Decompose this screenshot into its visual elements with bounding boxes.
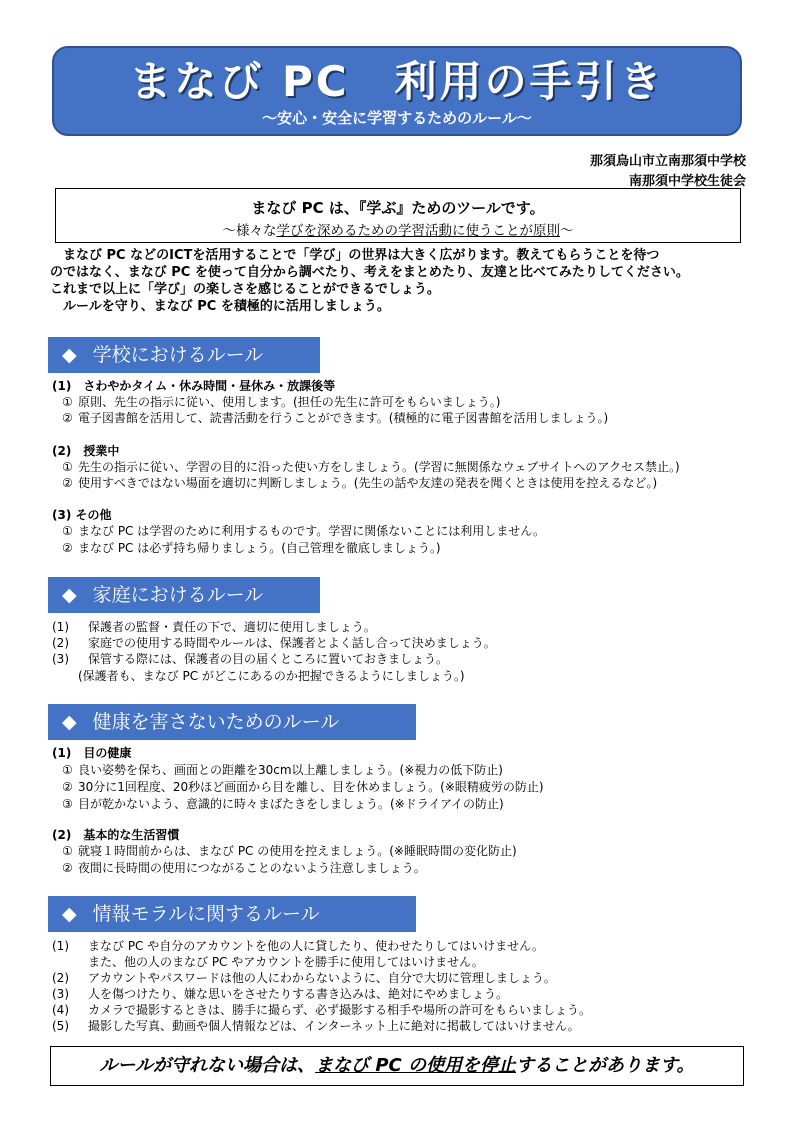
health-rules-header <box>48 704 416 740</box>
moral-rules-header <box>48 896 416 932</box>
warning-prefix: ルールが守れない場合は、 <box>99 1055 316 1076</box>
list-item <box>62 859 426 876</box>
warning-suffix: することがあります。 <box>516 1055 695 1076</box>
item-mark: ③ <box>62 797 73 811</box>
item-number: (1) <box>52 620 69 634</box>
list-item <box>62 761 503 778</box>
item-text: 良い姿勢を保ち、画面との距離を30cm以上離しましょう。(※視力の低下防止) <box>78 763 503 777</box>
item-text: 夜間に長時間の使用につながることのないよう注意しましょう。 <box>78 861 426 875</box>
item-number: (2) <box>52 636 69 650</box>
motto-underlined: 学びを深めるための学習活動に使うことが原則 <box>276 223 560 239</box>
item-text: また、他の人のまなび PC やアカウントを勝手に使用してはいけません。 <box>88 955 484 969</box>
school-sub2-heading: (2) 授業中 <box>52 444 120 458</box>
school-sub1-heading: (1) さわやかタイム・休み時間・昼休み・放課後等 <box>52 379 336 393</box>
home-rules-header <box>48 577 320 613</box>
item-text: 電子図書館を活用して、読書活動を行うことができます。(積極的に電子図書館を活用しましょう。) <box>78 411 609 425</box>
diamond-icon: ◆ <box>62 344 77 366</box>
item-text: 原則、先生の指示に従い、使用します。(担任の先生に許可をもらいましょう。) <box>78 395 501 409</box>
list-item <box>62 795 504 812</box>
item-text: 30分に1回程度、20秒ほど画面から目を離し、目を休めましょう。(※眼精疲労の防止) <box>78 780 544 794</box>
item-number: (3) <box>52 652 69 666</box>
item-text: カメラで撮影するときは、勝手に撮らず、必ず撮影する相手や場所の許可をもらいましょう。 <box>88 1003 592 1017</box>
item-mark: ① <box>62 763 73 777</box>
home-note: (保護者も、まなび PC がどこにあるのか把握できるようにしましょう。) <box>78 669 465 683</box>
item-mark: ① <box>62 460 73 474</box>
item-mark: ① <box>62 395 73 409</box>
item-text: 使用すべきではない場面を適切に判断しましょう。(先生の話や友達の発表を聞くときは使用を控えるなど。) <box>78 476 658 490</box>
item-text: 人を傷つけたり、嫌な思いをさせたりする書き込みは、絶対にやめましょう。 <box>88 987 509 1001</box>
motto-suffix: ～ <box>560 223 574 239</box>
list-item <box>52 985 508 1002</box>
home-rules-title: 家庭におけるルール <box>92 584 264 606</box>
list-item <box>52 969 556 986</box>
list-item <box>62 474 657 491</box>
item-text: 目が乾かないよう、意識的に時々まばたきをしましょう。(※ドライアイの防止) <box>78 797 504 811</box>
motto-box <box>55 188 741 243</box>
school-rules-title: 学校におけるルール <box>92 344 264 366</box>
item-text: まなび PC や自分のアカウントを他の人に貸したり、使わせたりしてはいけません。 <box>88 939 544 953</box>
health-rules-title: 健康を害さないためのルール <box>92 711 340 733</box>
list-item <box>62 458 680 475</box>
school-rules-header <box>48 337 320 373</box>
item-mark: ② <box>62 861 73 875</box>
list-item <box>52 650 448 667</box>
item-text: アカウントやパスワードは他の人にわからないように、自分で大切に管理しましょう。 <box>88 971 556 985</box>
item-number: (5) <box>52 1019 69 1033</box>
item-mark: ① <box>62 524 73 538</box>
intro-line: これまで以上に「学び」の楽しさを感じることができるでしょう。 <box>50 282 440 297</box>
page-title: まなび PC 利用の手引き <box>129 57 665 106</box>
item-text: 家庭での使用する時間やルールは、保護者とよく話し合って決めましょう。 <box>88 636 496 650</box>
list-item <box>52 634 496 651</box>
list-item <box>52 1017 580 1034</box>
warning-underlined: まなび PC の使用を停止 <box>315 1055 516 1076</box>
item-text: 保管する際には、保護者の目の届くところに置いておきましょう。 <box>88 652 449 666</box>
intro-line: ルールを守り、まなび PC を積極的に活用しましょう。 <box>50 299 390 314</box>
item-text: まなび PC は必ず持ち帰りましょう。(自己管理を徹底しましょう。) <box>78 541 441 555</box>
diamond-icon: ◆ <box>62 584 77 606</box>
item-text: まなび PC は学習のために利用するものです。学習に関係ないことには利用しません。 <box>78 524 546 538</box>
health-sub1-heading: (1) 目の健康 <box>52 746 132 760</box>
moral-rules-title: 情報モラルに関するルール <box>92 903 320 925</box>
title-banner <box>52 46 742 136</box>
item-number: (2) <box>52 971 69 985</box>
list-item <box>62 409 608 426</box>
student-council: 南那須中学校生徒会 <box>628 174 746 189</box>
list-item <box>62 842 517 859</box>
item-mark: ② <box>62 476 73 490</box>
intro-line: のではなく、まなび PC を使って自分から調べたり、考えをまとめたり、友達と比べてみたりしてください。 <box>50 265 689 280</box>
list-item <box>52 618 376 635</box>
item-text: 就寝１時間前からは、まなび PC の使用を控えましょう。(※睡眠時間の変化防止) <box>78 844 517 858</box>
list-item <box>62 522 545 539</box>
school-sub3-heading: (3) その他 <box>52 508 112 522</box>
intro-line: まなび PC などのICTを活用することで「学び」の世界は大きく広がります。教えてもらうことを待つ <box>50 248 660 263</box>
list-item <box>52 937 544 954</box>
list-item <box>52 953 484 970</box>
item-number: (4) <box>52 1003 69 1017</box>
item-text: 撮影した写真、動画や個人情報などは、インターネット上に絶対に掲載してはいけません。 <box>88 1019 580 1033</box>
diamond-icon: ◆ <box>62 711 77 733</box>
health-sub2-heading: (2) 基本的な生活習慣 <box>52 828 180 842</box>
item-mark: ② <box>62 780 73 794</box>
list-item <box>62 393 500 410</box>
item-mark: ② <box>62 541 73 555</box>
list-item <box>62 539 441 556</box>
list-item <box>62 778 544 795</box>
item-text: 保護者の監督・責任の下で、適切に使用しましょう。 <box>88 620 376 634</box>
item-number: (3) <box>52 987 69 1001</box>
diamond-icon: ◆ <box>62 903 77 925</box>
item-text: 先生の指示に従い、学習の目的に沿った使い方をしましょう。(学習に無関係なウェブサイトへのアクセス禁止。) <box>78 460 680 474</box>
school-name: 那須烏山市立南那須中学校 <box>589 154 746 169</box>
motto-prefix: ～様々な <box>222 223 277 239</box>
item-mark: ② <box>62 411 73 425</box>
warning-box <box>50 1046 744 1086</box>
item-number: (1) <box>52 939 69 953</box>
motto-line1: まなび PC は、『学ぶ』ためのツールです。 <box>251 199 545 217</box>
list-item <box>52 1001 591 1018</box>
page-subtitle: ～安心・安全に学習するためのルール～ <box>262 109 532 127</box>
item-mark: ① <box>62 844 73 858</box>
motto-line2 <box>56 219 740 239</box>
